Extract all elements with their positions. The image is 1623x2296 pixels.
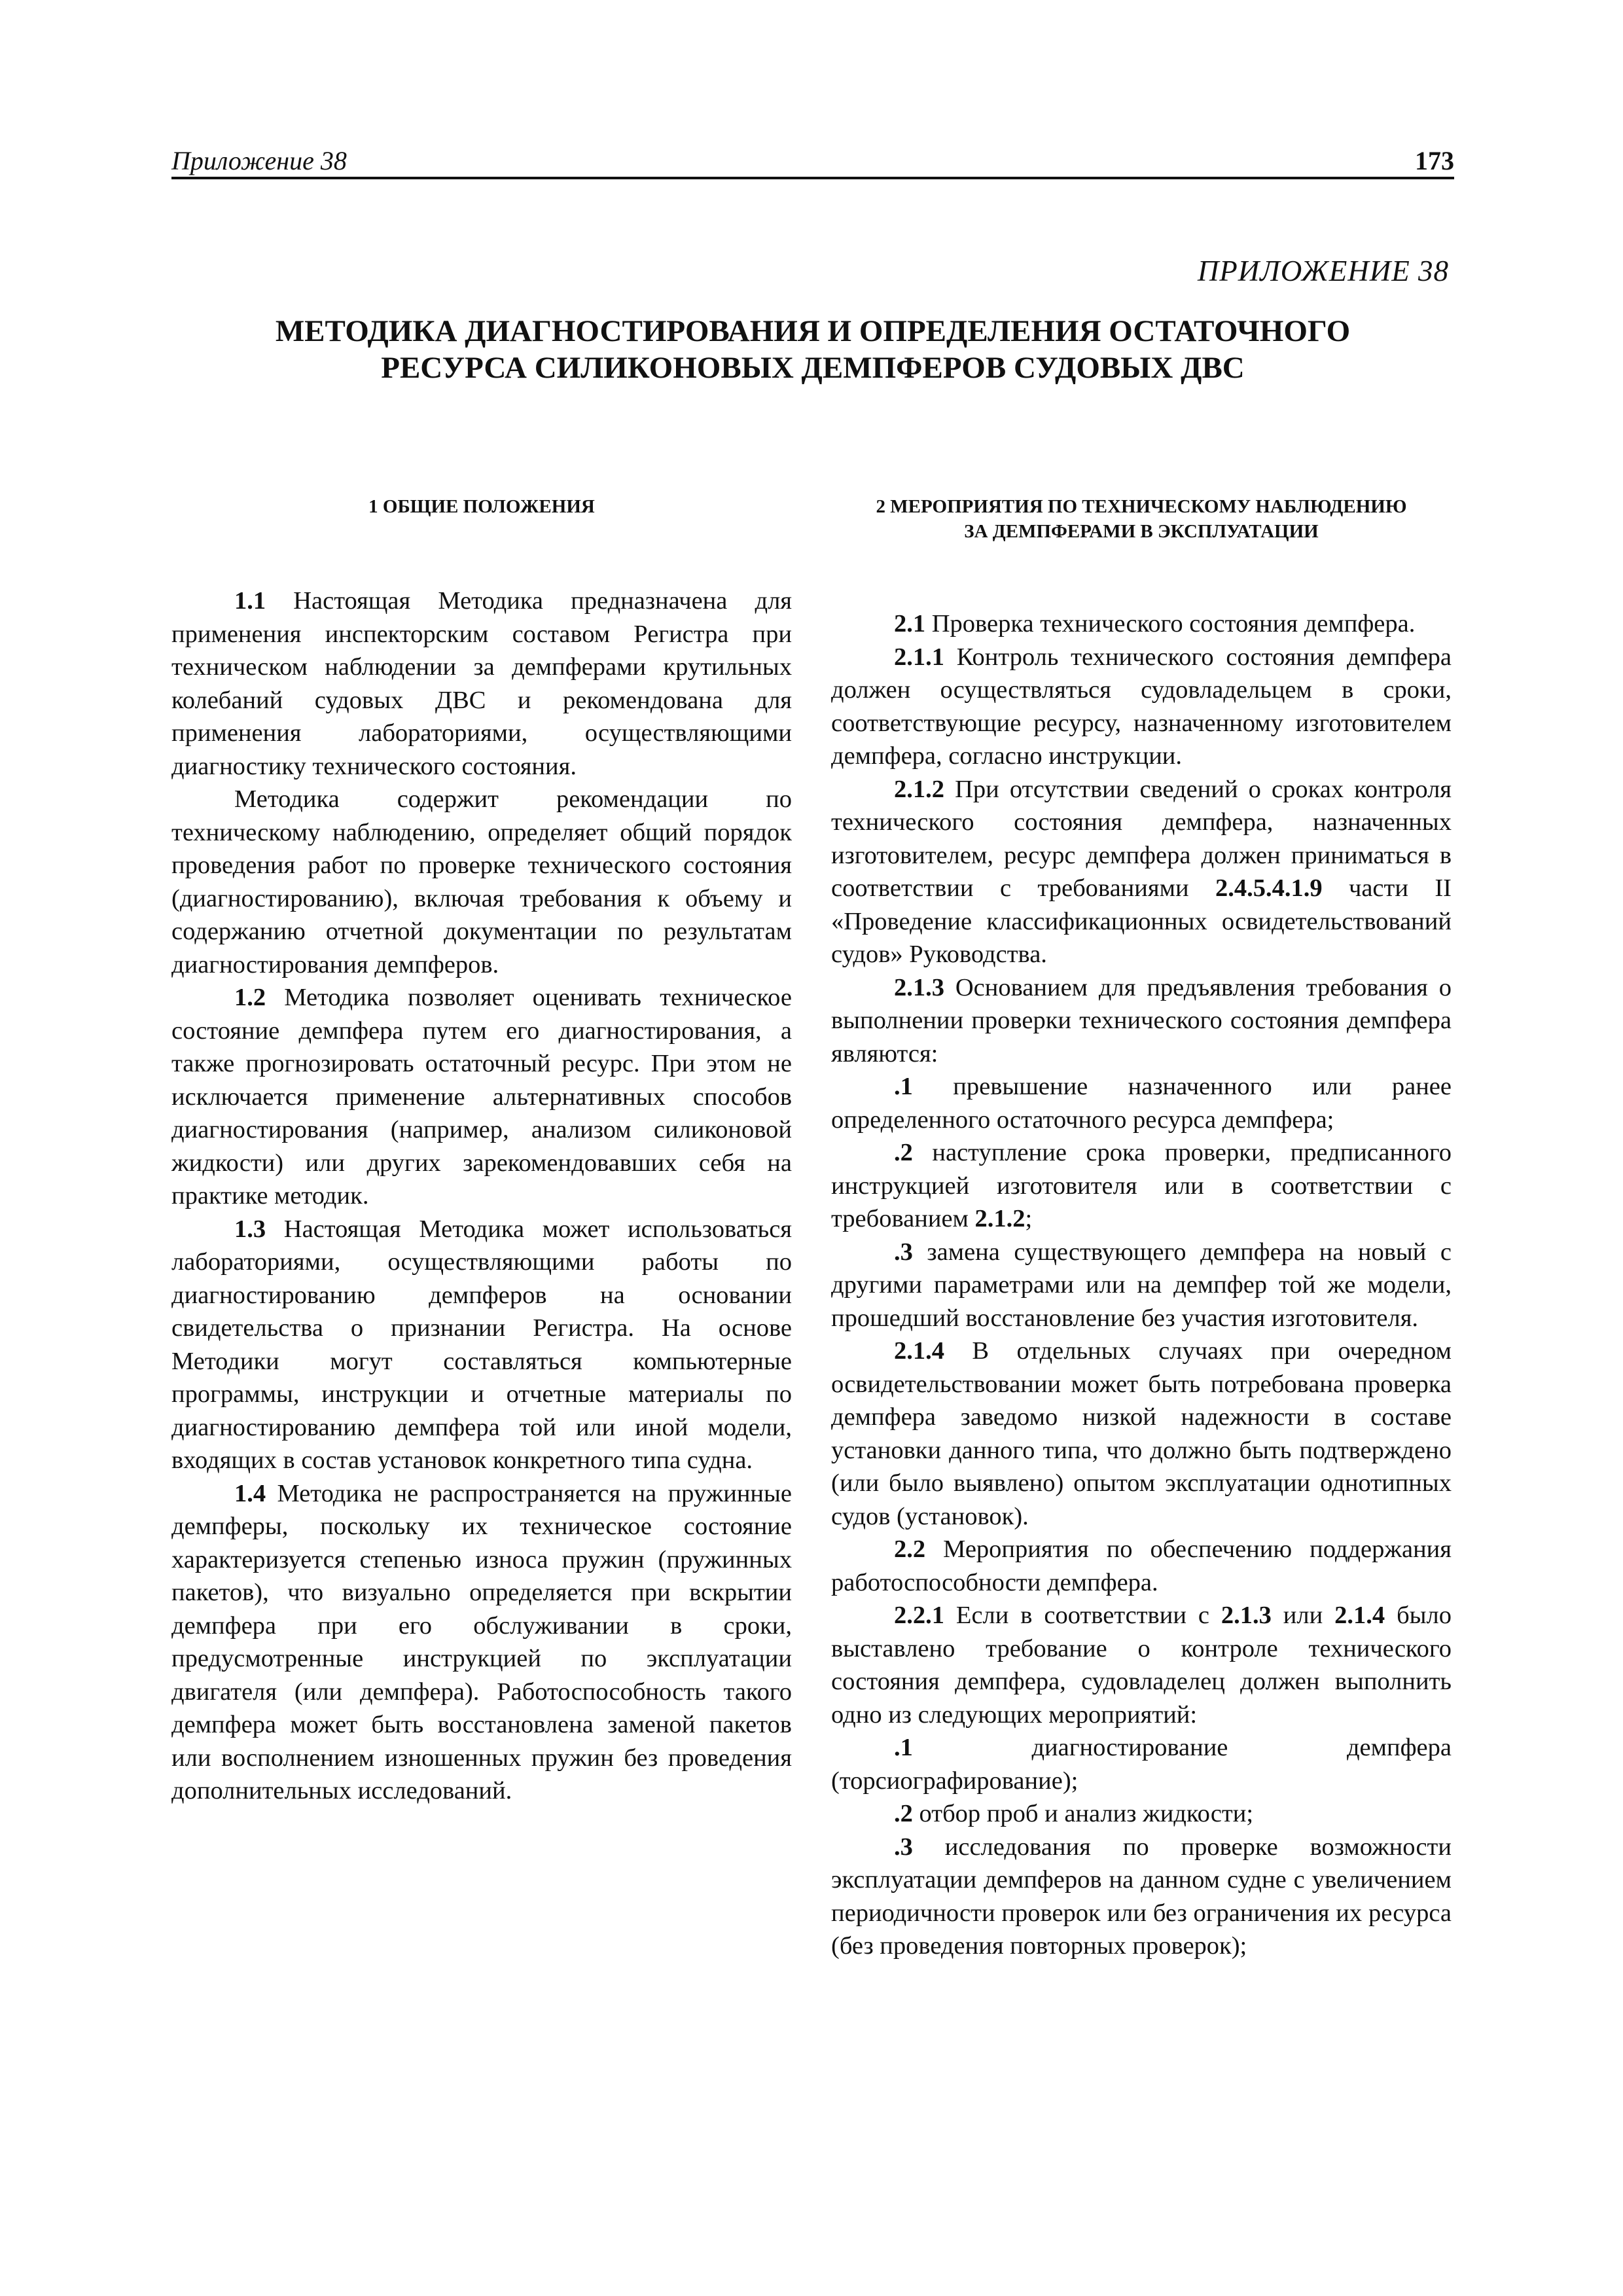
left-column	[171, 494, 792, 1808]
list-item-2-2-1-2	[831, 1797, 1452, 1831]
section-heading-2-line-2: ЗА ДЕМПФЕРАМИ В ЭКСПЛУАТАЦИИ	[964, 521, 1319, 542]
paragraph-text: При отсутствии сведений о сроках контроля технического состояния демпфера, назначенных изготовителем, ресурс демпфера должен приниматься в соответствии с требованиями	[831, 775, 1452, 902]
clause-number: 1.2	[234, 984, 266, 1011]
paragraph-2-2	[831, 1533, 1452, 1599]
paragraph-text: исследования по проверке возможности эксплуатации демпферов на данном судне с увеличением периодичности проверок или без ограничения их ресурса (без проведения повторных проверок);	[831, 1833, 1452, 1960]
paragraph-1-1	[171, 584, 792, 783]
list-item-2-2-1-3	[831, 1831, 1452, 1963]
paragraph-text: Основанием для предъявления требования о выполнении проверки технического состояния демпфера являются:	[831, 973, 1452, 1067]
clause-number: 2.1	[894, 610, 926, 637]
page-number: 173	[1415, 146, 1454, 175]
list-item-2-2-1-1	[831, 1731, 1452, 1797]
paragraph-text: Методика содержит рекомендации по техническому наблюдению, определяет общий порядок проведения работ по проверке технического состояния (диагностированию), включая требования к объему и содержанию отчетной документации по результатам диагностирования демпферов.	[171, 785, 792, 978]
paragraph-text: Проверка технического состояния демпфера.	[925, 610, 1416, 637]
paragraph-1-4	[171, 1477, 792, 1808]
paragraph-text: части II «Проведение классификационных освидетельствований судов» Руководства.	[831, 874, 1452, 968]
list-number: .2	[894, 1139, 913, 1166]
paragraph-text: отбор проб и анализ жидкости;	[912, 1800, 1254, 1827]
paragraph-text: диагностирование демпфера (торсиографирование);	[831, 1734, 1452, 1795]
paragraph-text: Методика не распространяется на пружинные демпферы, поскольку их техническое состояние характеризуется степенью износа пружин (пружинных пакетов), что визуально определяется при вскрытии демпфера при его обслуживании в сроки, предусмотренные инструкцией по эксплуатации двигателя (или демпфера). Работоспособность такого демпфера может быть восстановлена заменой пакетов или восполнением изношенных пружин без проведения дополнительных исследований.	[171, 1479, 792, 1804]
document-title	[171, 313, 1454, 386]
appendix-label: ПРИЛОЖЕНИЕ 38	[1197, 255, 1449, 287]
paragraph-2-2-1	[831, 1599, 1452, 1731]
paragraph-text: Мероприятия по обеспечению поддержания работоспособности демпфера.	[831, 1535, 1452, 1596]
right-column	[831, 494, 1452, 1963]
paragraph-text: В отдельных случаях при очередном освидетельствовании может быть потребована проверка демпфера заведомо низкой надежности в составе установки данного типа, что должно быть подтверждено (или было выявлено) опытом эксплуатации однотипных судов (установок).	[831, 1337, 1452, 1530]
cross-reference: 2.1.4	[1334, 1602, 1385, 1629]
list-number: .1	[894, 1734, 913, 1761]
cross-reference: 2.1.3	[1221, 1602, 1272, 1629]
paragraph-text: Настоящая Методика может использоваться лабораториями, осуществляющими работы по диагностированию демпферов на основании свидетельства о признании Регистра. На основе Методики могут составляться компьютерные программы, инструкции и отчетные материалы по диагностированию демпфера той или иной модели, входящих в состав установок конкретного типа судна.	[171, 1215, 792, 1474]
paragraph-text: или	[1271, 1602, 1335, 1629]
list-item-2-1-3-2	[831, 1136, 1452, 1236]
clause-number: 1.3	[234, 1215, 266, 1243]
title-line-1: МЕТОДИКА ДИАГНОСТИРОВАНИЯ И ОПРЕДЕЛЕНИЯ ОСТАТОЧНОГО	[275, 314, 1351, 348]
list-number: .2	[894, 1800, 913, 1827]
paragraph-2-1-2	[831, 773, 1452, 971]
paragraph-1-3	[171, 1213, 792, 1477]
list-item-2-1-3-1	[831, 1070, 1452, 1136]
clause-number: 1.1	[234, 587, 266, 615]
paragraph-text: ;	[1025, 1205, 1033, 1232]
clause-number: 2.1.2	[894, 775, 944, 803]
cross-reference: 2.1.2	[974, 1205, 1026, 1232]
paragraph-2-1	[831, 607, 1452, 641]
paragraph-text: замена существующего демпфера на новый с другими параметрами или на демпфер той же модели, прошедший восстановление без участия изготовителя.	[831, 1238, 1452, 1332]
list-number: .3	[894, 1238, 913, 1266]
clause-number: 2.2.1	[894, 1602, 944, 1629]
paragraph-2-1-3	[831, 971, 1452, 1071]
paragraph-text: Настоящая Методика предназначена для применения инспекторским составом Регистра при техническом наблюдении за демпферами крутильных колебаний судовых ДВС и рекомендована для применения лабораториями, осуществляющими диагностику технического состояния.	[171, 587, 792, 780]
paragraph-text: Методика позволяет оценивать техническое состояние демпфера путем его диагностирования, а также прогнозировать остаточный ресурс. При этом не исключается применение альтернативных способов диагностирования (например, анализом силиконовой жидкости) или других зарекомендовавших себя на практике методик.	[171, 984, 792, 1210]
paragraph-1-2	[171, 981, 792, 1213]
clause-number: 1.4	[234, 1479, 266, 1507]
cross-reference: 2.4.5.4.1.9	[1215, 874, 1323, 902]
running-header-title: Приложение 38	[171, 146, 347, 175]
paragraph-text: наступление срока проверки, предписанного инструкцией изготовителя или в соответствии с требованием	[831, 1139, 1452, 1232]
clause-number: 2.1.4	[894, 1337, 944, 1365]
list-number: .3	[894, 1833, 913, 1861]
paragraph-1-1-cont	[171, 783, 792, 981]
clause-number: 2.1.3	[894, 973, 944, 1001]
paragraph-text: было выставлено требование о контроле технического состояния демпфера, судовладелец должен выполнить одно из следующих мероприятий:	[831, 1602, 1452, 1729]
section-heading-2-line-1: 2 МЕРОПРИЯТИЯ ПО ТЕХНИЧЕСКОМУ НАБЛЮДЕНИЮ	[876, 496, 1407, 517]
paragraph-text: Контроль технического состояния демпфера должен осуществляться судовладельцем в сроки, соответствующие ресурсу, назначенному изготовителем демпфера, согласно инструкции.	[831, 643, 1452, 770]
list-number: .1	[894, 1073, 913, 1100]
title-line-2: РЕСУРСА СИЛИКОНОВЫХ ДЕМПФЕРОВ СУДОВЫХ ДВС	[381, 351, 1245, 385]
list-item-2-1-3-3	[831, 1236, 1452, 1335]
section-heading-2	[831, 494, 1452, 607]
clause-number: 2.2	[894, 1535, 926, 1563]
running-header	[171, 143, 1454, 179]
paragraph-text: Если в соответствии с	[944, 1602, 1221, 1629]
section-heading-1: 1 ОБЩИЕ ПОЛОЖЕНИЯ	[368, 496, 595, 517]
paragraph-text: превышение назначенного или ранее определенного остаточного ресурса демпфера;	[831, 1073, 1452, 1134]
paragraph-2-1-4	[831, 1335, 1452, 1533]
clause-number: 2.1.1	[894, 643, 944, 671]
paragraph-2-1-1	[831, 641, 1452, 773]
